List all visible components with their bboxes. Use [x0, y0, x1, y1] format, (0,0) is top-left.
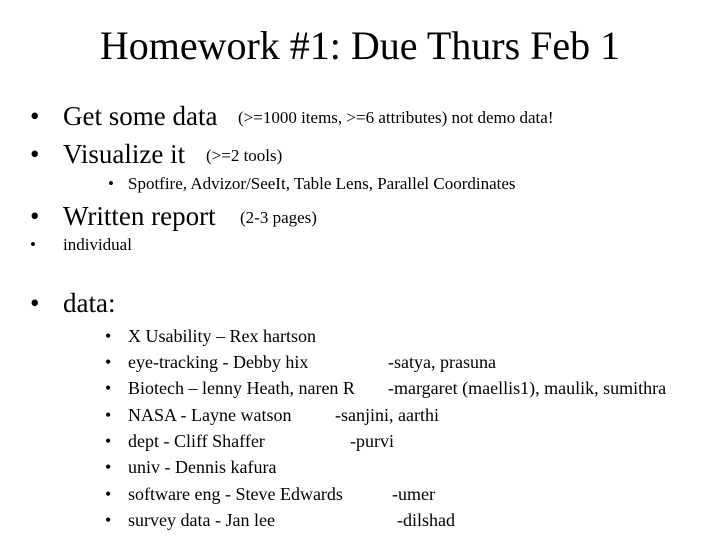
bullet-icon: • — [30, 139, 40, 169]
data-topic: Biotech – lenny Heath, naren R — [128, 378, 355, 398]
item-report-label: Written report — [63, 201, 216, 231]
bullet-icon: • — [30, 101, 40, 131]
item-report-note: (2-3 pages) — [240, 208, 317, 227]
data-assignees: -purvi — [350, 431, 394, 451]
sub-bullet-icon: • — [108, 174, 114, 193]
data-assignees: -margaret (maellis1), maulik, sumithra — [388, 378, 667, 398]
data-assignees: -umer — [392, 484, 435, 504]
bullet-icon: • — [30, 288, 40, 318]
bullet-icon: • — [105, 378, 112, 398]
bullet-visualize — [30, 138, 39, 170]
item-get-data-label: Get some data — [63, 101, 218, 131]
bullet-icon: • — [30, 201, 40, 231]
tools-list: Spotfire, Advizor/SeeIt, Table Lens, Parallel Coordinates — [128, 174, 516, 193]
data-topic: univ - Dennis kafura — [128, 457, 277, 477]
bullet-report — [30, 200, 39, 232]
bullet-icon: • — [105, 484, 112, 504]
data-topic: eye-tracking - Debby hix — [128, 352, 309, 372]
data-topic: software eng - Steve Edwards — [128, 484, 343, 504]
bullet-get-data — [30, 100, 39, 132]
data-assignees: -dilshad — [397, 510, 455, 530]
item-visualize-label: Visualize it — [63, 139, 186, 169]
bullet-icon: • — [105, 326, 112, 346]
data-assignees: -sanjini, aarthi — [335, 405, 439, 425]
slide-title: Homework #1: Due Thurs Feb 1 — [99, 23, 621, 68]
data-topic: NASA - Layne watson — [128, 405, 292, 425]
bullet-icon: • — [105, 431, 112, 451]
bullet-icon: • — [105, 405, 112, 425]
data-assignees: -satya, prasuna — [388, 352, 496, 372]
item-visualize-note: (>=2 tools) — [206, 146, 283, 165]
data-topic: survey data - Jan lee — [128, 510, 275, 530]
data-heading: data: — [63, 288, 116, 318]
bullet-data — [30, 287, 39, 319]
bullet-icon: • — [30, 235, 36, 254]
bullet-icon: • — [105, 510, 112, 530]
bullet-icon: • — [105, 352, 112, 372]
bullet-icon: • — [105, 457, 112, 477]
item-get-data-note: (>=1000 items, >=6 attributes) not demo data! — [238, 108, 554, 127]
data-topic: dept - Cliff Shaffer — [128, 431, 265, 451]
data-topic: X Usability – Rex hartson — [128, 326, 316, 346]
item-individual: individual — [63, 235, 132, 254]
